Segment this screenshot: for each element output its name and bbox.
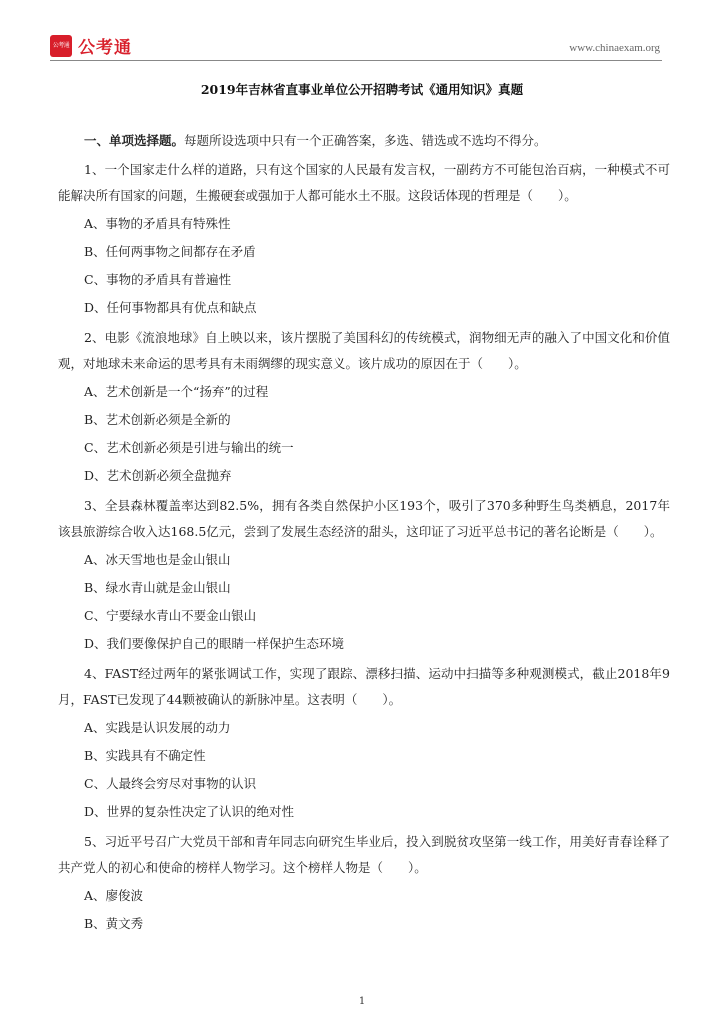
question-text: 5、习近平号召广大党员干部和青年同志向研究生毕业后，投入到脱贫攻坚第一线工作，用美好青春诠释了共产党人的初心和使命的榜样人物学习。这个榜样人物是（ ）。 <box>58 834 670 875</box>
question-2 <box>58 325 670 489</box>
section-heading <box>58 128 670 153</box>
site-url[interactable]: www.chinaexam.org <box>569 42 660 54</box>
option-d: D、艺术创新必须全盘抛弃 <box>84 468 232 483</box>
question-5 <box>58 829 670 937</box>
question-1 <box>58 157 670 321</box>
question-text: 2、电影《流浪地球》自上映以来，该片摆脱了美国科幻的传统模式，润物细无声的融入了中国文化和价值观，对地球未来命运的思考具有未雨绸缪的现实意义。该片成功的原因在于（ ）。 <box>58 330 670 371</box>
question-text: 3、全县森林覆盖率达到82.5%，拥有各类自然保护小区193个，吸引了370多种野生鸟类栖息，2017年该县旅游综合收入达168.5亿元，尝到了发展生态经济的甜头，这印证了习近平总书记的著名论断是（ ）。 <box>58 498 670 539</box>
option-d: D、世界的复杂性决定了认识的绝对性 <box>84 804 295 819</box>
logo[interactable] <box>50 33 132 58</box>
question-text: 1、一个国家走什么样的道路，只有这个国家的人民最有发言权，一副药方不可能包治百病，一种模式不可能解决所有国家的问题，生搬硬套或强加于人都可能水土不服。这段话体现的哲理是（ ）。 <box>58 162 670 203</box>
question-text: 4、FAST经过两年的紧张调试工作，实现了跟踪、漂移扫描、运动中扫描等多种观测模式，截止2018年9月，FAST已发现了44颗被确认的新脉冲星。这表明（ ）。 <box>58 666 670 707</box>
option-c: C、宁要绿水青山不要金山银山 <box>84 608 257 623</box>
option-c: C、事物的矛盾具有普遍性 <box>84 272 232 287</box>
option-a: A、实践是认识发展的动力 <box>84 720 231 735</box>
option-c: C、人最终会穷尽对事物的认识 <box>84 776 257 791</box>
option-b: B、绿水青山就是金山银山 <box>84 580 231 595</box>
option-b: B、黄文秀 <box>84 916 144 931</box>
section-instruction: 每题所设选项中只有一个正确答案，多选、错选或不选均不得分。 <box>184 133 547 148</box>
logo-text: 公考通 <box>78 38 132 58</box>
section-title: 一、单项选择题。 <box>84 133 185 148</box>
option-b: B、任何两事物之间都存在矛盾 <box>84 244 256 259</box>
question-3 <box>58 493 670 657</box>
option-a: A、廖俊波 <box>84 888 144 903</box>
option-a: A、艺术创新是一个“扬弃”的过程 <box>84 384 269 399</box>
question-4 <box>58 661 670 825</box>
option-a: A、冰天雪地也是金山银山 <box>84 552 231 567</box>
logo-badge: 公考通 <box>50 35 72 57</box>
option-b: B、实践具有不确定性 <box>84 748 206 763</box>
document-title: 2019年吉林省直事业单位公开招聘考试《通用知识》真题 <box>200 82 524 97</box>
option-b: B、艺术创新必须是全新的 <box>84 412 231 427</box>
document-body <box>58 128 670 937</box>
header-divider <box>50 60 662 61</box>
option-a: A、事物的矛盾具有特殊性 <box>84 216 231 231</box>
option-d: D、我们要像保护自己的眼睛一样保护生态环境 <box>84 636 345 651</box>
page-header <box>50 30 662 62</box>
option-d: D、任何事物都具有优点和缺点 <box>84 300 257 315</box>
option-c: C、艺术创新必须是引进与输出的统一 <box>84 440 294 455</box>
page-number: 1 <box>358 996 366 1007</box>
